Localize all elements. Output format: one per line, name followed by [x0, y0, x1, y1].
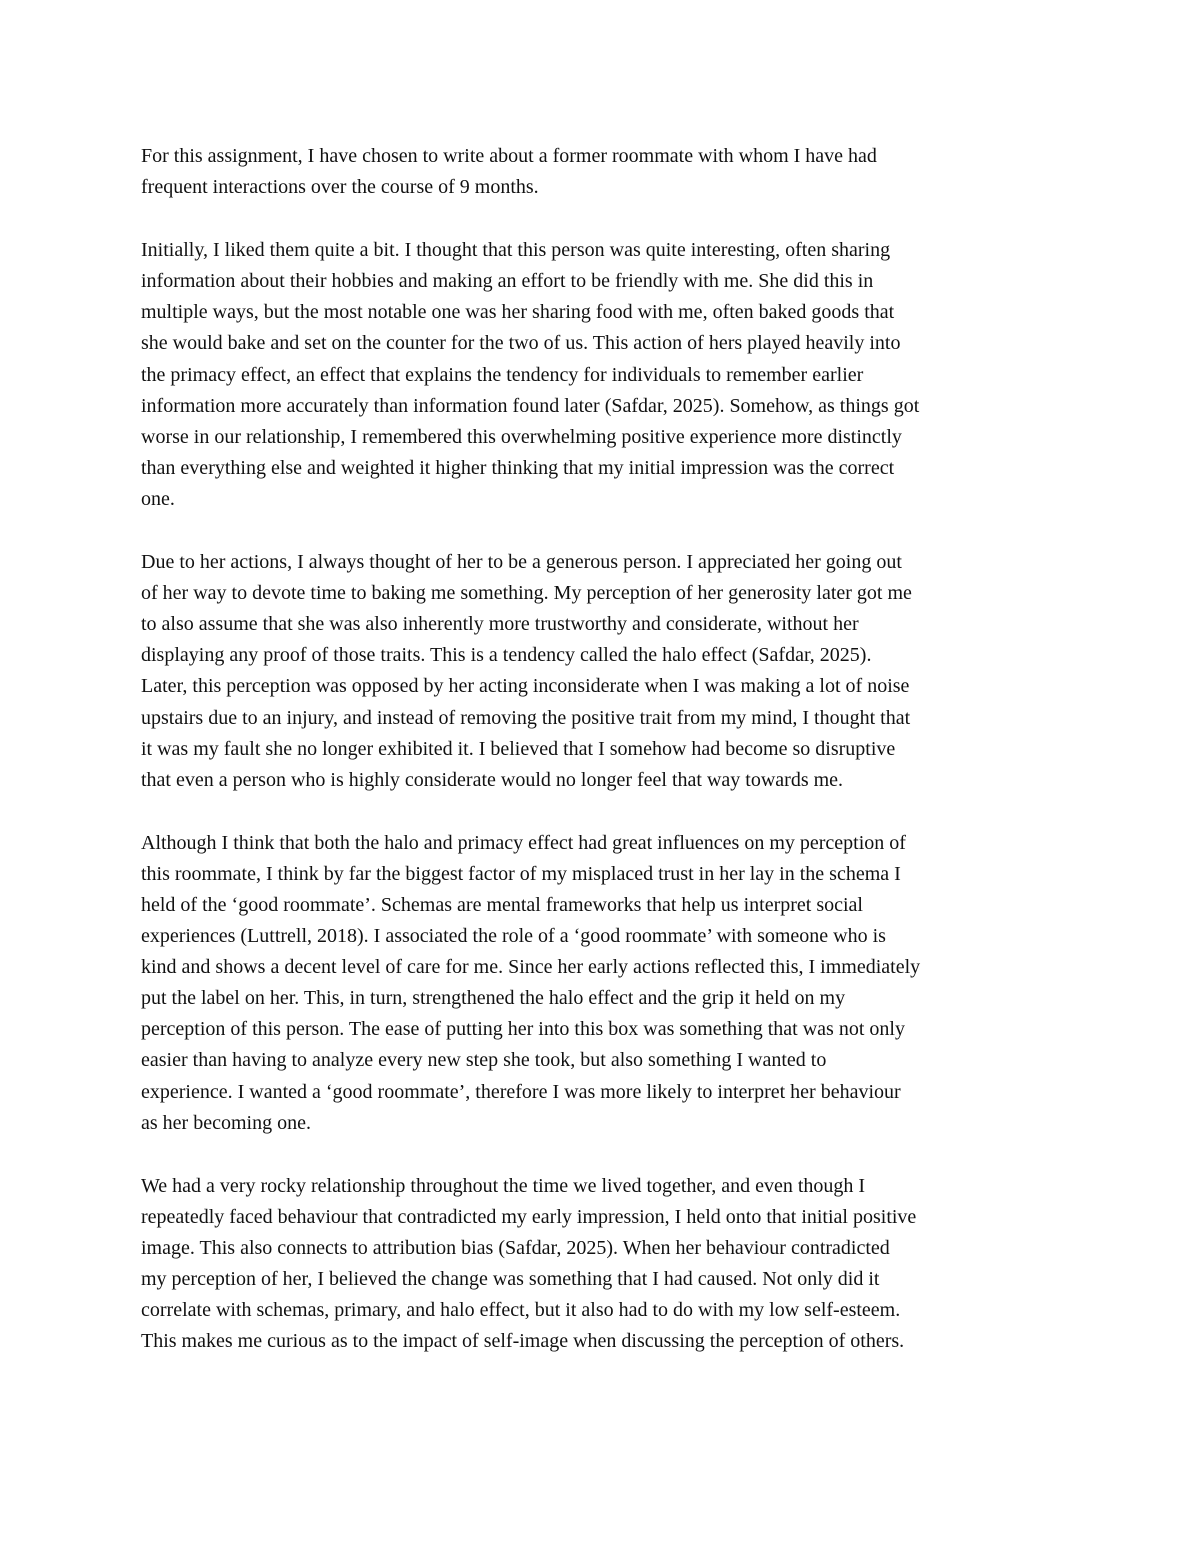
paragraph-halo-effect	[141, 547, 1061, 796]
text-line: This makes me curious as to the impact of self-image when discussing the perception of others.	[141, 1330, 905, 1353]
text-line: kind and shows a decent level of care for me. Since her early actions reflected this, I immediately	[141, 956, 921, 979]
text-line: For this assignment, I have chosen to write about a former roommate with whom I have had	[141, 145, 877, 167]
text-line: repeatedly faced behaviour that contradicted my early impression, I held onto that initial positive	[141, 1205, 917, 1228]
text-line: We had a very rocky relationship throughout the time we lived together, and even though I	[141, 1174, 866, 1197]
text-line: easier than having to analyze every new step she took, but also something I wanted to	[141, 1049, 827, 1072]
text-line: one.	[141, 487, 175, 510]
paragraph-conclusion	[141, 1171, 1061, 1358]
text-line: the primacy effect, an effect that explains the tendency for individuals to remember earlier	[141, 363, 864, 386]
text-line: information more accurately than information found later (Safdar, 2025). Somehow, as things got	[141, 394, 920, 417]
text-line: Due to her actions, I always thought of her to be a generous person. I appreciated her going out	[141, 551, 902, 574]
text-line: put the label on her. This, in turn, strengthened the halo effect and the grip it held on my	[141, 987, 846, 1010]
document-body	[141, 141, 1061, 1389]
text-line: as her becoming one.	[141, 1111, 311, 1134]
text-line: of her way to devote time to baking me something. My perception of her generosity later got me	[141, 582, 912, 605]
text-line: Later, this perception was opposed by her acting inconsiderate when I was making a lot of noise	[141, 675, 910, 698]
text-line: experience. I wanted a ‘good roommate’, therefore I was more likely to interpret her behaviour	[141, 1080, 901, 1103]
text-line: multiple ways, but the most notable one was her sharing food with me, often baked goods that	[141, 301, 895, 324]
text-line: worse in our relationship, I remembered this overwhelming positive experience more distinctly	[141, 425, 902, 448]
text-line: upstairs due to an injury, and instead of removing the positive trait from my mind, I thought that	[141, 706, 911, 729]
text-line: Initially, I liked them quite a bit. I thought that this person was quite interesting, often sharing	[141, 239, 891, 262]
text-line: than everything else and weighted it higher thinking that my initial impression was the correct	[141, 456, 895, 479]
paragraph-schema	[141, 828, 1061, 1139]
text-line: she would bake and set on the counter for the two of us. This action of hers played heavily into	[141, 332, 901, 355]
text-line: that even a person who is highly considerate would no longer feel that way towards me.	[141, 768, 844, 791]
text-line: perception of this person. The ease of putting her into this box was something that was not only	[141, 1018, 905, 1041]
text-line: to also assume that she was also inherently more trustworthy and considerate, without her	[141, 613, 859, 636]
text-line: information about their hobbies and making an effort to be friendly with me. She did this in	[141, 270, 874, 293]
text-line: held of the ‘good roommate’. Schemas are mental frameworks that help us interpret social	[141, 893, 863, 916]
paragraph-primacy-effect	[141, 235, 1061, 515]
text-line: Although I think that both the halo and primacy effect had great influences on my perception of	[141, 831, 906, 854]
text-line: it was my fault she no longer exhibited it. I believed that I somehow had become so disruptive	[141, 737, 896, 760]
text-line: correlate with schemas, primary, and halo effect, but it also had to do with my low self-esteem.	[141, 1299, 901, 1322]
text-line: experiences (Luttrell, 2018). I associated the role of a ‘good roommate’ with someone who is	[141, 925, 886, 948]
text-line: displaying any proof of those traits. This is a tendency called the halo effect (Safdar, 2025).	[141, 644, 872, 667]
paragraph-intro	[141, 141, 1061, 203]
text-line: frequent interactions over the course of 9 months.	[141, 176, 539, 199]
text-line: image. This also connects to attribution bias (Safdar, 2025). When her behaviour contradicted	[141, 1236, 890, 1259]
text-line: this roommate, I think by far the biggest factor of my misplaced trust in her lay in the schema I	[141, 862, 901, 885]
text-line: my perception of her, I believed the change was something that I had caused. Not only did it	[141, 1268, 880, 1290]
